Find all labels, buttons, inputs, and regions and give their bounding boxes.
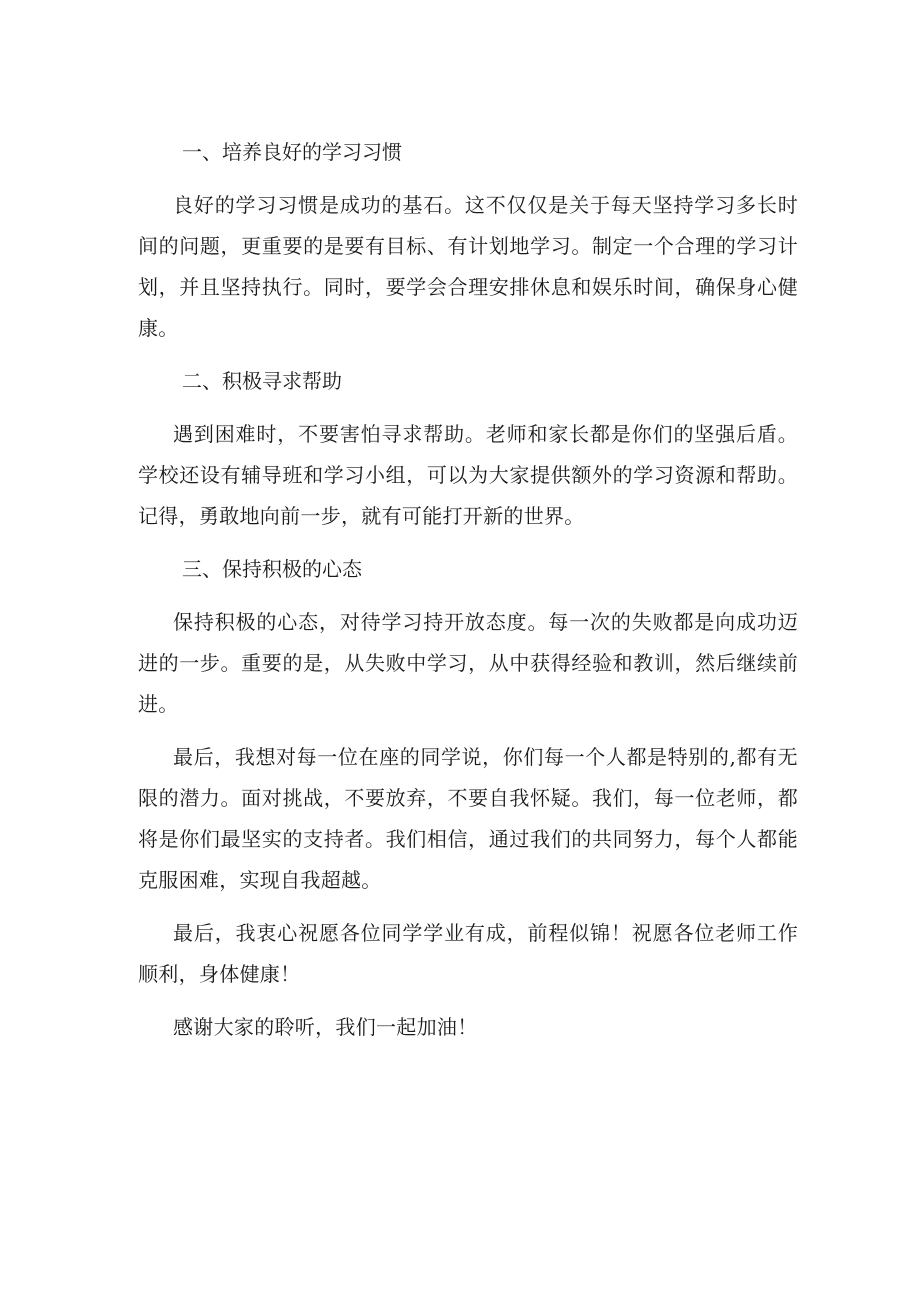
section-heading-1: 一、培养良好的学习习惯 [182, 140, 402, 164]
paragraph-2: 遇到困难时，不要害怕寻求帮助。老师和家长都是你们的坚强后盾。学校还设有辅导班和学习小组，可以为大家提供额外的学习资源和帮助。记得，勇敢地向前一步，就有可能打开新的世界。 [138, 422, 798, 528]
paragraph-1: 良好的学习习惯是成功的基石。这不仅仅是关于每天坚持学习多长时间的问题，更重要的是要有目标、有计划地学习。制定一个合理的学习计划，并且坚持执行。同时，要学会合理安排休息和娱乐时间，确保身心健康。 [138, 193, 798, 340]
document-body [138, 132, 798, 1060]
section-heading-2: 二、积极寻求帮助 [182, 369, 342, 393]
paragraph-4: 最后，我想对每一位在座的同学说，你们每一个人都是特别的,都有无限的潜力。面对挑战，不要放弃，不要自我怀疑。我们，每一位老师，都将是你们最坚实的支持者。我们相信，通过我们的共同努力，每个人都能克服困难，实现自我超越。 [138, 745, 798, 892]
paragraph-3: 保持积极的心态，对待学习持开放态度。每一次的失败都是向成功迈进的一步。重要的是，从失败中学习，从中获得经验和教训，然后继续前进。 [138, 610, 798, 716]
paragraph-6: 感谢大家的聆听，我们一起加油！ [173, 1015, 478, 1039]
section-heading-3: 三、保持积极的心态 [182, 557, 362, 581]
paragraph-5: 最后，我衷心祝愿各位同学学业有成，前程似锦！祝愿各位老师工作顺利，身体健康！ [138, 921, 798, 986]
